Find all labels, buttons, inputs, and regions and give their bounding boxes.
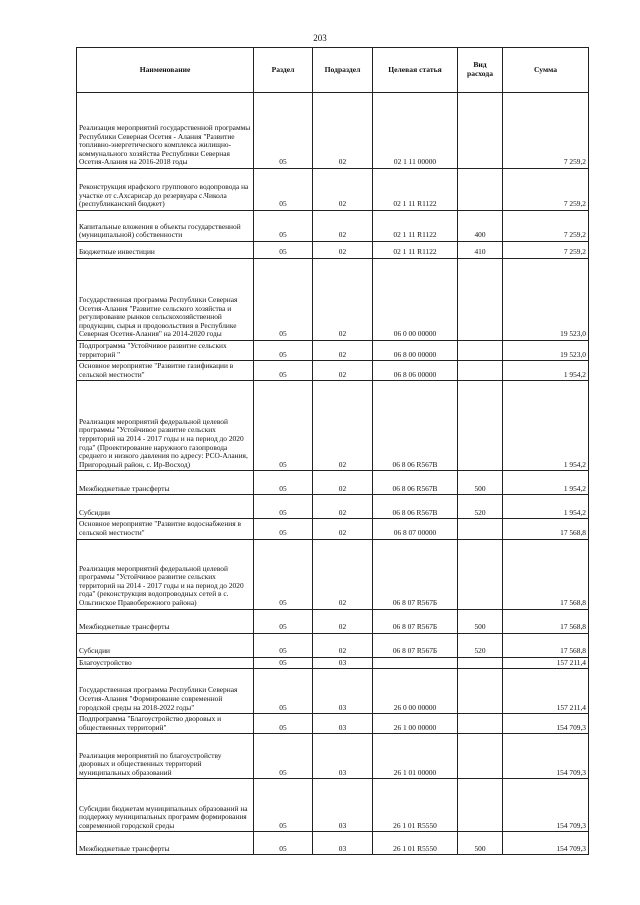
row-expense-type (458, 779, 503, 832)
header-section: Раздел (254, 48, 313, 93)
table-row (77, 361, 589, 381)
row-subsection: 02 (313, 93, 373, 169)
row-section: 05 (254, 211, 313, 242)
row-sum: 7 259,2 (503, 169, 589, 211)
row-section: 05 (254, 633, 313, 657)
row-target-article: 06 8 07 R567Б (373, 633, 458, 657)
table-row (77, 259, 589, 341)
row-section: 05 (254, 361, 313, 381)
table-row (77, 169, 589, 211)
table-row (77, 539, 589, 609)
row-name: Благоустройство (77, 657, 254, 669)
row-sum: 17 568,8 (503, 519, 589, 539)
row-target-article: 06 8 07 R567Б (373, 539, 458, 609)
row-target-article: 26 1 00 00000 (373, 714, 458, 734)
row-sum: 19 523,0 (503, 259, 589, 341)
table-row (77, 714, 589, 734)
table-row (77, 495, 589, 519)
row-expense-type (458, 714, 503, 734)
row-name: Субсидии (77, 633, 254, 657)
row-expense-type (458, 539, 503, 609)
header-expense-type: Вид расхода (458, 48, 503, 93)
table-row (77, 657, 589, 669)
table-row (77, 471, 589, 495)
row-subsection: 03 (313, 779, 373, 832)
row-name: Субсидии (77, 495, 254, 519)
row-sum: 157 211,4 (503, 669, 589, 714)
row-expense-type (458, 669, 503, 714)
row-section: 05 (254, 714, 313, 734)
row-target-article: 06 8 07 R567Б (373, 609, 458, 633)
row-subsection: 03 (313, 714, 373, 734)
row-sum: 17 568,8 (503, 539, 589, 609)
row-expense-type (458, 259, 503, 341)
row-name: Реконструкция ирафского группового водопровода на участке от с.Ахсарисар до резервуара с.Чикола (республиканский бюджет) (77, 169, 254, 211)
row-subsection: 02 (313, 495, 373, 519)
row-name: Реализация мероприятий федеральной целевой программы "Устойчивое развитие сельских территорий на 2014 - 2017 годы и на период до 2020 года" (Проектирование наружного газопровода среднего и низкого давления по адресу: РСО-Алания, Пригородный район, с. Ир-Восход) (77, 381, 254, 471)
row-name: Капитальные вложения в объекты государственной (муниципальной) собственности (77, 211, 254, 242)
row-name: Субсидии бюджетам муниципальных образований на поддержку муниципальных программ формирования современной городской среды (77, 779, 254, 832)
row-target-article: 06 0 00 00000 (373, 259, 458, 341)
row-sum: 7 259,2 (503, 93, 589, 169)
row-section: 05 (254, 341, 313, 361)
row-subsection: 03 (313, 657, 373, 669)
row-sum: 17 568,8 (503, 633, 589, 657)
row-section: 05 (254, 779, 313, 832)
header-target-article: Целевая статья (373, 48, 458, 93)
row-section: 05 (254, 609, 313, 633)
row-name: Государственная программа Республики Северная Осетия-Алания "Развитие сельского хозяйства и регулирование рынков сельскохозяйственной продукции, сырья и продовольствия в Республике Северная Осетия-Алания" на 2014-2020 годы (77, 259, 254, 341)
row-subsection: 02 (313, 169, 373, 211)
row-subsection: 02 (313, 242, 373, 259)
row-section: 05 (254, 832, 313, 855)
row-sum: 1 954,2 (503, 495, 589, 519)
table-row (77, 211, 589, 242)
row-expense-type (458, 657, 503, 669)
row-sum: 157 211,4 (503, 657, 589, 669)
row-expense-type: 520 (458, 633, 503, 657)
row-expense-type: 500 (458, 609, 503, 633)
row-target-article: 02 1 11 R1122 (373, 169, 458, 211)
row-sum: 19 523,0 (503, 341, 589, 361)
table-row (77, 93, 589, 169)
row-subsection: 02 (313, 609, 373, 633)
row-sum: 154 709,3 (503, 734, 589, 779)
row-section: 05 (254, 169, 313, 211)
table-header-row (77, 48, 589, 93)
row-subsection: 03 (313, 734, 373, 779)
row-sum: 154 709,3 (503, 714, 589, 734)
row-section: 05 (254, 539, 313, 609)
row-subsection: 02 (313, 633, 373, 657)
row-section: 05 (254, 519, 313, 539)
row-sum: 154 709,3 (503, 832, 589, 855)
table-row (77, 341, 589, 361)
budget-table (76, 47, 589, 855)
row-section: 05 (254, 471, 313, 495)
row-target-article: 02 1 11 R1122 (373, 242, 458, 259)
table-row (77, 242, 589, 259)
row-name: Государственная программа Республики Северная Осетия-Алания "Формирование современной городской среды на 2018-2022 годы" (77, 669, 254, 714)
row-expense-type (458, 169, 503, 211)
row-target-article: 06 8 06 R567В (373, 471, 458, 495)
row-expense-type: 500 (458, 832, 503, 855)
row-expense-type (458, 381, 503, 471)
row-name: Межбюджетные трансферты (77, 832, 254, 855)
row-target-article: 26 0 00 00000 (373, 669, 458, 714)
row-target-article: 06 8 06 00000 (373, 361, 458, 381)
table-row (77, 832, 589, 855)
row-subsection: 02 (313, 361, 373, 381)
row-target-article: 26 1 01 R5550 (373, 779, 458, 832)
row-target-article: 26 1 01 R5550 (373, 832, 458, 855)
table-row (77, 633, 589, 657)
row-target-article (373, 657, 458, 669)
header-sum: Сумма (503, 48, 589, 93)
row-expense-type: 520 (458, 495, 503, 519)
row-target-article: 26 1 01 00000 (373, 734, 458, 779)
row-sum: 7 259,2 (503, 211, 589, 242)
row-expense-type: 400 (458, 211, 503, 242)
row-expense-type: 410 (458, 242, 503, 259)
row-expense-type (458, 734, 503, 779)
row-section: 05 (254, 259, 313, 341)
row-expense-type: 500 (458, 471, 503, 495)
row-section: 05 (254, 93, 313, 169)
row-target-article: 06 8 07 00000 (373, 519, 458, 539)
row-subsection: 02 (313, 519, 373, 539)
row-target-article: 02 1 11 00000 (373, 93, 458, 169)
row-expense-type (458, 361, 503, 381)
row-expense-type (458, 519, 503, 539)
row-subsection: 03 (313, 832, 373, 855)
row-sum: 7 259,2 (503, 242, 589, 259)
row-name: Основное мероприятие "Развитие газификации в сельской местности" (77, 361, 254, 381)
row-name: Основное мероприятие "Развитие водоснабжения в сельской местности" (77, 519, 254, 539)
row-expense-type (458, 341, 503, 361)
row-name: Реализация мероприятий федеральной целевой программы "Устойчивое развитие сельских территорий на 2014 - 2017 годы и на период до 2020 года" (реконструкция водопроводных сетей в с. Ольгинское Правобережного района) (77, 539, 254, 609)
row-section: 05 (254, 657, 313, 669)
row-sum: 17 568,8 (503, 609, 589, 633)
table-row (77, 609, 589, 633)
row-expense-type (458, 93, 503, 169)
row-subsection: 02 (313, 539, 373, 609)
row-section: 05 (254, 734, 313, 779)
row-name: Подпрограмма "Устойчивое развитие сельских территорий " (77, 341, 254, 361)
row-name: Реализация мероприятий по благоустройству дворовых и общественных территорий муниципальных образований (77, 734, 254, 779)
row-target-article: 02 1 11 R1122 (373, 211, 458, 242)
row-section: 05 (254, 495, 313, 519)
row-target-article: 06 8 00 00000 (373, 341, 458, 361)
header-subsection: Подраздел (313, 48, 373, 93)
row-name: Реализация мероприятий государственной программы Республики Северная Осетия - Алания "Развитие топливно-энергетического комплекса жилищно-коммунального хозяйства Республики Северная Осетия-Алания на 2016-2018 годы (77, 93, 254, 169)
row-subsection: 02 (313, 341, 373, 361)
row-name: Подпрограмма "Благоустройство дворовых и общественных территорий" (77, 714, 254, 734)
row-subsection: 02 (313, 381, 373, 471)
page-number: 203 (313, 33, 327, 43)
table-row (77, 381, 589, 471)
row-section: 05 (254, 669, 313, 714)
table-row (77, 519, 589, 539)
header-name: Наименование (77, 48, 254, 93)
row-name: Бюджетные инвестиции (77, 242, 254, 259)
row-subsection: 02 (313, 259, 373, 341)
table-row (77, 779, 589, 832)
table-row (77, 669, 589, 714)
table-row (77, 734, 589, 779)
row-name: Межбюджетные трансферты (77, 609, 254, 633)
row-sum: 154 709,3 (503, 779, 589, 832)
row-sum: 1 954,2 (503, 361, 589, 381)
row-subsection: 02 (313, 211, 373, 242)
row-sum: 1 954,2 (503, 381, 589, 471)
row-target-article: 06 8 06 R567В (373, 495, 458, 519)
row-name: Межбюджетные трансферты (77, 471, 254, 495)
row-sum: 1 954,2 (503, 471, 589, 495)
row-subsection: 03 (313, 669, 373, 714)
row-subsection: 02 (313, 471, 373, 495)
row-section: 05 (254, 381, 313, 471)
row-section: 05 (254, 242, 313, 259)
row-target-article: 06 8 06 R567В (373, 381, 458, 471)
